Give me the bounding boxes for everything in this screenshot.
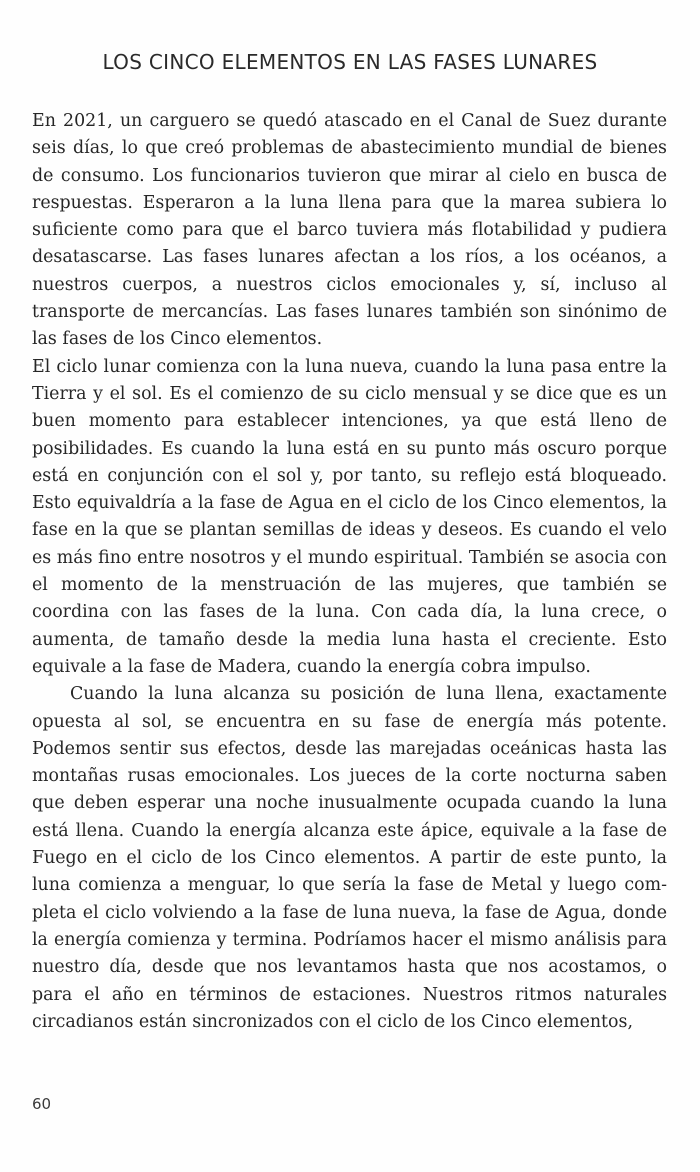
paragraph-new-moon: El ciclo lunar comienza con la luna nueva, cuando la luna pasa entre la Tierra y el sol. Es el comienzo de su ciclo mensual y se dice que es un buen momento para establecer intenciones, ya que está lleno de posibilidades. Es cuando la luna está en su punto más oscuro porque está en conjunción con el sol y, por tanto, su reflejo está bloqueado. Esto equivaldría a la fase de Agua en el ciclo de los Cinco elementos, la fase en la que se plantan semillas de ideas y deseos. Es cuando el velo es más fino entre nosotros y el mundo espiritual. También se asocia con el momento de la menstruación de las mujeres, que también se coordina con las fases de la luna. Con cada día, la luna crece, o aumenta, de tamaño desde la media luna hasta el creciente. Esto equivale a la fase de Madera, cuando la energía cobra impulso. xyxy=(32,356,667,677)
paragraph-suez: En 2021, un carguero se quedó atascado en el Canal de Suez durante seis días, lo que creó problemas de abastecimiento mundial de bienes de consumo. Los funcionarios tuvieron que mirar al cielo en busca de respuestas. Esperaron a la luna llena para que la marea subiera lo suficiente como para que el barco tuviera más flotabilidad y pudiera desatascarse. Las fases lunares afectan a los ríos, a los océanos, a nuestros cuerpos, a nuestros ciclos emocionales y, sí, incluso al transporte de mercancías. Las fases lunares también son sinónimo de las fases de los Cinco elementos. xyxy=(32,111,667,350)
paragraph-full-moon: Cuando la luna alcanza su posición de luna llena, exactamente opuesta al sol, se encuentra en su fase de energía más potente. Podemos sentir sus efectos, desde las marejadas oceánicas hasta las montañas rusas emocionales. Los jueces de la corte nocturna saben que deben esperar una noche inusualmente ocupada cuando la luna está llena. Cuando la energía alcanza este ápice, equivale a la fase de Fuego en el ciclo de los Cinco elementos. A partir de este punto, la luna comienza a menguar, lo que sería la fase de Metal y luego completa el ciclo volviendo a la fase de luna nueva, la fase de Agua, donde la energía comienza y termina. Podríamos hacer el mismo análisis para nuestro día, desde que nos levantamos hasta que nos acostamos, o para el año en términos de estaciones. Nuestros ritmos naturales circadianos están sincronizados con el ciclo de los Cinco elementos, xyxy=(32,684,667,1032)
page-number: 60 xyxy=(32,1095,52,1113)
page-title: LOS CINCO ELEMENTOS EN LAS FASES LUNARES xyxy=(102,50,598,74)
body-text xyxy=(32,108,667,1036)
